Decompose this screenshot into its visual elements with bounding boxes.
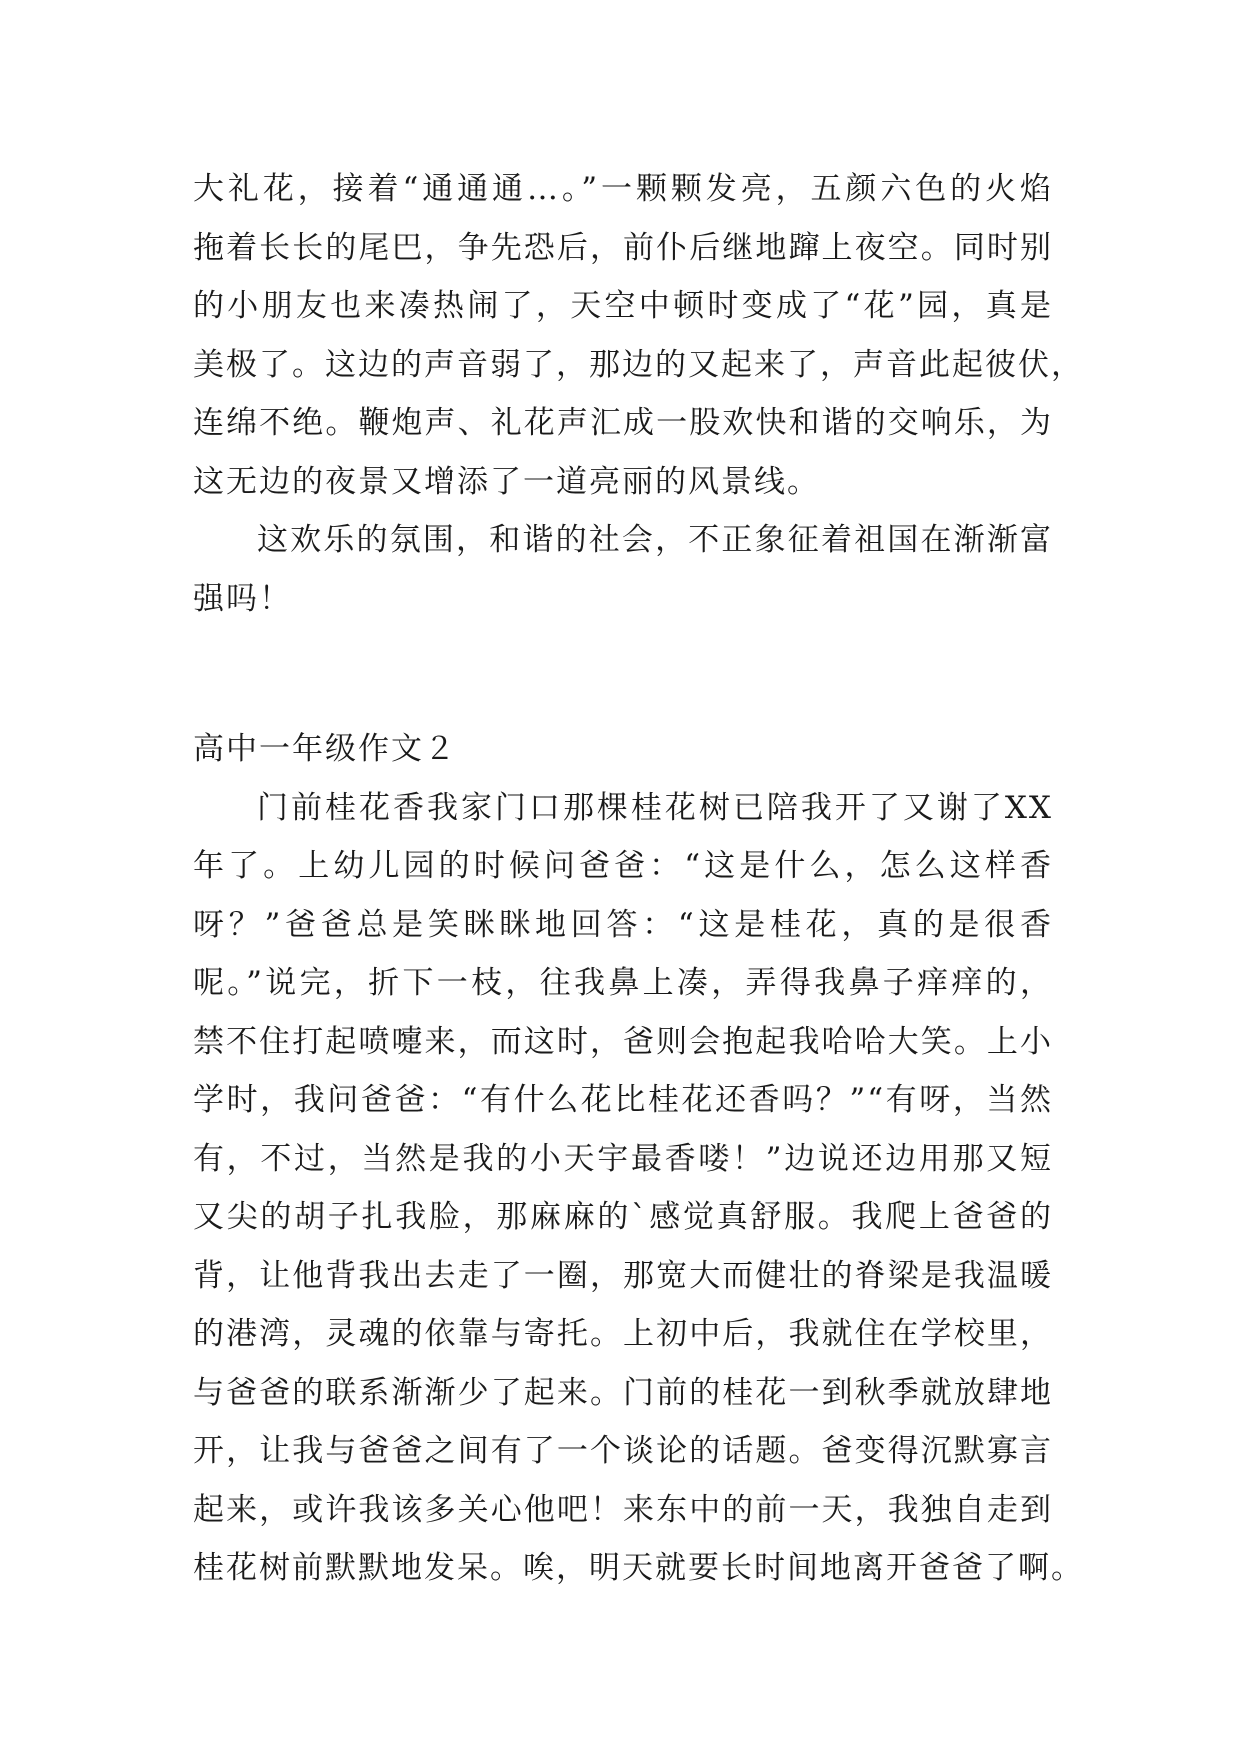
text-line: 强吗！ [193, 580, 292, 617]
text-line: 这无边的夜景又增添了一道亮丽的风景线。 [193, 463, 820, 500]
text-line: 拖着长长的尾巴，争先恐后，前仆后继地蹿上夜空。同时别 [193, 229, 1053, 266]
text-line: 开，让我与爸爸之间有了一个谈论的话题。爸变得沉默寡言 [193, 1433, 1053, 1469]
text-line: 大礼花，接着“通通通…。”一颗颗发亮，五颜六色的火焰 [193, 171, 1053, 207]
section-title: 高中一年级作文２ [193, 731, 457, 767]
text-line: 学时，我问爸爸：“有什么花比桂花还香吗？”“有呀，当然 [193, 1082, 1053, 1118]
paragraph-1 [193, 160, 1084, 511]
text-line: 呀？”爸爸总是笑眯眯地回答：“这是桂花，真的是很香 [193, 906, 1053, 943]
text-line: 禁不住打起喷嚏来，而这时，爸则会抱起我哈哈大笑。上小 [193, 1023, 1053, 1060]
paragraph-2 [193, 511, 1053, 628]
text-line: 美极了。这边的声音弱了，那边的又起来了，声音此起彼伏， [193, 346, 1084, 383]
paragraph-3 [193, 779, 1084, 1598]
text-line: 连绵不绝。鞭炮声、礼花声汇成一股欢快和谐的交响乐，为 [193, 405, 1053, 441]
text-line: 的小朋友也来凑热闹了，天空中顿时变成了“花”园，真是 [193, 288, 1053, 324]
text-line: 有，不过，当然是我的小天宇最香喽！”边说还边用那又短 [193, 1140, 1053, 1177]
text-line: 又尖的胡子扎我脸，那麻麻的`感觉真舒服。我爬上爸爸的 [193, 1199, 1053, 1235]
text-line: 年了。上幼儿园的时候问爸爸：“这是什么，怎么这样香 [193, 848, 1053, 884]
text-line: 桂花树前默默地发呆。唉，明天就要长时间地离开爸爸了啊。 [193, 1550, 1084, 1586]
document-body [193, 160, 1084, 1598]
section-spacer [193, 628, 1053, 720]
text-line: 起来，或许我该多关心他吧！来东中的前一天，我独自走到 [193, 1491, 1053, 1528]
text-line: 门前桂花香我家门口那棵桂花树已陪我开了又谢了XX [257, 789, 1053, 826]
text-line: 的港湾，灵魂的依靠与寄托。上初中后，我就住在学校里， [193, 1316, 1053, 1352]
text-line: 与爸爸的联系渐渐少了起来。门前的桂花一到秋季就放肆地 [193, 1374, 1053, 1411]
text-line: 背，让他背我出去走了一圈，那宽大而健壮的脊梁是我温暖 [193, 1257, 1053, 1294]
text-line: 这欢乐的氛围，和谐的社会，不正象征着祖国在渐渐富 [257, 522, 1053, 558]
text-line: 呢。”说完，折下一枝，往我鼻上凑，弄得我鼻子痒痒的， [193, 965, 1053, 1001]
